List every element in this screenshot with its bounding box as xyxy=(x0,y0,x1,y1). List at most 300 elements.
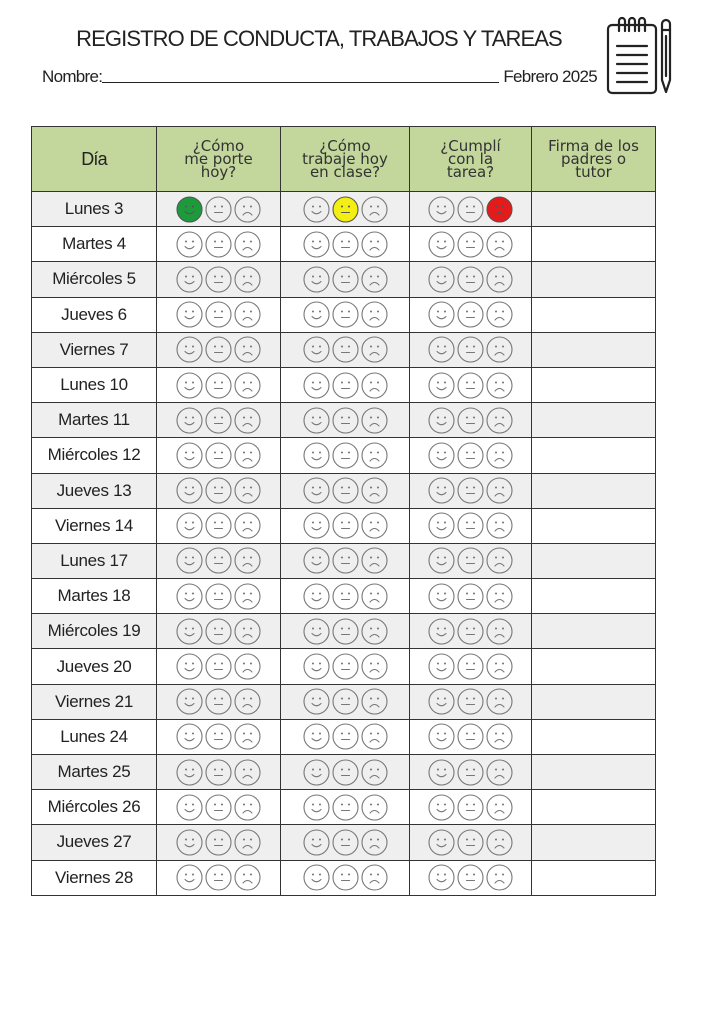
sad-face-icon[interactable] xyxy=(486,547,513,574)
happy-face-icon[interactable] xyxy=(428,829,455,856)
sad-face-icon[interactable] xyxy=(486,336,513,363)
happy-face-icon[interactable] xyxy=(428,794,455,821)
column-header-3 xyxy=(410,127,532,192)
happy-face-icon[interactable] xyxy=(176,301,203,328)
sad-face-icon[interactable] xyxy=(361,794,388,821)
trabajo-cell xyxy=(281,262,410,297)
happy-face-icon[interactable] xyxy=(176,442,203,469)
signature-cell[interactable] xyxy=(532,790,656,825)
happy-face-icon[interactable] xyxy=(428,372,455,399)
neutral-face-icon[interactable] xyxy=(457,688,484,715)
column-header-1 xyxy=(157,127,281,192)
face-group xyxy=(428,231,513,258)
happy-face-icon[interactable] xyxy=(428,477,455,504)
tarea-cell xyxy=(410,403,532,438)
neutral-face-icon[interactable] xyxy=(332,618,359,645)
neutral-face-icon[interactable] xyxy=(457,407,484,434)
happy-face-icon[interactable] xyxy=(176,407,203,434)
conducta-cell xyxy=(157,649,281,684)
tarea-cell xyxy=(410,755,532,790)
neutral-face-icon[interactable] xyxy=(332,407,359,434)
happy-face-icon[interactable] xyxy=(428,407,455,434)
happy-face-icon[interactable] xyxy=(176,231,203,258)
neutral-face-icon[interactable] xyxy=(457,547,484,574)
neutral-face-icon[interactable] xyxy=(205,688,232,715)
face-group xyxy=(176,653,261,680)
signature-cell[interactable] xyxy=(532,403,656,438)
tarea-cell xyxy=(410,649,532,684)
sad-face-icon[interactable] xyxy=(234,829,261,856)
neutral-face-icon[interactable] xyxy=(457,477,484,504)
name-field[interactable] xyxy=(102,81,499,83)
sad-face-icon[interactable] xyxy=(361,547,388,574)
day-cell: Lunes 10 xyxy=(32,367,157,402)
neutral-face-icon[interactable] xyxy=(457,723,484,750)
day-cell: Miércoles 5 xyxy=(32,262,157,297)
conducta-cell xyxy=(157,684,281,719)
sad-face-icon[interactable] xyxy=(361,231,388,258)
happy-face-icon[interactable] xyxy=(303,547,330,574)
table-row xyxy=(32,543,656,578)
face-group xyxy=(176,829,261,856)
happy-face-icon[interactable] xyxy=(428,336,455,363)
column-header-line: con la xyxy=(447,149,494,168)
neutral-face-icon[interactable] xyxy=(332,547,359,574)
sad-face-icon[interactable] xyxy=(234,618,261,645)
face-group xyxy=(303,196,388,223)
signature-cell[interactable] xyxy=(532,438,656,473)
conducta-cell xyxy=(157,719,281,754)
neutral-face-icon[interactable] xyxy=(457,231,484,258)
page-title: REGISTRO DE CONDUCTA, TRABAJOS Y TAREAS xyxy=(76,26,562,51)
trabajo-cell xyxy=(281,508,410,543)
happy-face-icon[interactable] xyxy=(176,688,203,715)
neutral-face-icon[interactable] xyxy=(332,266,359,293)
neutral-face-icon[interactable] xyxy=(457,266,484,293)
face-group xyxy=(303,864,388,891)
sad-face-icon[interactable] xyxy=(486,688,513,715)
table-row xyxy=(32,579,656,614)
face-group xyxy=(176,196,261,223)
neutral-face-icon[interactable] xyxy=(205,512,232,539)
signature-cell[interactable] xyxy=(532,860,656,895)
signature-cell[interactable] xyxy=(532,614,656,649)
sad-face-icon[interactable] xyxy=(486,196,513,223)
signature-cell[interactable] xyxy=(532,473,656,508)
sad-face-icon[interactable] xyxy=(234,547,261,574)
neutral-face-icon[interactable] xyxy=(332,864,359,891)
signature-cell[interactable] xyxy=(532,543,656,578)
day-cell: Martes 25 xyxy=(32,755,157,790)
column-header-line: ¿Cómo xyxy=(192,136,245,155)
happy-face-icon[interactable] xyxy=(428,196,455,223)
column-header-0 xyxy=(32,127,157,192)
sad-face-icon[interactable] xyxy=(234,301,261,328)
neutral-face-icon[interactable] xyxy=(457,372,484,399)
table-row xyxy=(32,684,656,719)
tarea-cell xyxy=(410,367,532,402)
signature-cell[interactable] xyxy=(532,192,656,227)
face-group xyxy=(176,583,261,610)
happy-face-icon[interactable] xyxy=(303,372,330,399)
day-cell: Miércoles 19 xyxy=(32,614,157,649)
neutral-face-icon[interactable] xyxy=(457,583,484,610)
happy-face-icon[interactable] xyxy=(428,688,455,715)
face-group xyxy=(303,442,388,469)
table-row xyxy=(32,403,656,438)
table-row xyxy=(32,790,656,825)
neutral-face-icon[interactable] xyxy=(457,794,484,821)
conducta-cell xyxy=(157,473,281,508)
column-header-line: me porte xyxy=(184,149,253,168)
signature-cell[interactable] xyxy=(532,755,656,790)
face-group xyxy=(303,794,388,821)
happy-face-icon[interactable] xyxy=(303,266,330,293)
column-header-line: ¿Cumplí xyxy=(440,136,501,155)
sad-face-icon[interactable] xyxy=(234,688,261,715)
sad-face-icon[interactable] xyxy=(486,759,513,786)
sad-face-icon[interactable] xyxy=(486,723,513,750)
neutral-face-icon[interactable] xyxy=(457,196,484,223)
neutral-face-icon[interactable] xyxy=(332,653,359,680)
neutral-face-icon[interactable] xyxy=(205,372,232,399)
face-group xyxy=(303,583,388,610)
tarea-cell xyxy=(410,543,532,578)
face-group xyxy=(428,266,513,293)
sad-face-icon[interactable] xyxy=(361,196,388,223)
signature-cell[interactable] xyxy=(532,297,656,332)
face-group xyxy=(176,372,261,399)
sad-face-icon[interactable] xyxy=(486,477,513,504)
day-cell: Viernes 28 xyxy=(32,860,157,895)
face-group xyxy=(428,196,513,223)
happy-face-icon[interactable] xyxy=(428,266,455,293)
neutral-face-icon[interactable] xyxy=(457,864,484,891)
neutral-face-icon[interactable] xyxy=(332,583,359,610)
happy-face-icon[interactable] xyxy=(428,301,455,328)
face-group xyxy=(428,301,513,328)
happy-face-icon[interactable] xyxy=(176,196,203,223)
happy-face-icon[interactable] xyxy=(303,583,330,610)
conducta-cell xyxy=(157,860,281,895)
face-group xyxy=(303,547,388,574)
column-header-line: ¿Cómo xyxy=(319,136,371,155)
day-cell: Martes 4 xyxy=(32,227,157,262)
neutral-face-icon[interactable] xyxy=(332,301,359,328)
sad-face-icon[interactable] xyxy=(234,407,261,434)
trabajo-cell xyxy=(281,227,410,262)
sad-face-icon[interactable] xyxy=(486,583,513,610)
happy-face-icon[interactable] xyxy=(303,231,330,258)
tarea-cell xyxy=(410,790,532,825)
neutral-face-icon[interactable] xyxy=(205,618,232,645)
table-row xyxy=(32,508,656,543)
face-group xyxy=(303,688,388,715)
sad-face-icon[interactable] xyxy=(234,196,261,223)
neutral-face-icon[interactable] xyxy=(332,336,359,363)
happy-face-icon[interactable] xyxy=(176,829,203,856)
neutral-face-icon[interactable] xyxy=(332,442,359,469)
day-cell: Jueves 13 xyxy=(32,473,157,508)
signature-cell[interactable] xyxy=(532,579,656,614)
conducta-cell xyxy=(157,403,281,438)
conducta-cell xyxy=(157,579,281,614)
happy-face-icon[interactable] xyxy=(303,336,330,363)
happy-face-icon[interactable] xyxy=(428,512,455,539)
face-group xyxy=(176,864,261,891)
happy-face-icon[interactable] xyxy=(176,618,203,645)
happy-face-icon[interactable] xyxy=(428,583,455,610)
face-group xyxy=(176,512,261,539)
face-group xyxy=(428,583,513,610)
neutral-face-icon[interactable] xyxy=(205,653,232,680)
trabajo-cell xyxy=(281,719,410,754)
face-group xyxy=(303,266,388,293)
happy-face-icon[interactable] xyxy=(303,688,330,715)
sad-face-icon[interactable] xyxy=(234,653,261,680)
happy-face-icon[interactable] xyxy=(428,864,455,891)
sad-face-icon[interactable] xyxy=(361,688,388,715)
sad-face-icon[interactable] xyxy=(361,583,388,610)
neutral-face-icon[interactable] xyxy=(205,196,232,223)
signature-cell[interactable] xyxy=(532,649,656,684)
trabajo-cell xyxy=(281,543,410,578)
neutral-face-icon[interactable] xyxy=(332,794,359,821)
signature-cell[interactable] xyxy=(532,367,656,402)
neutral-face-icon[interactable] xyxy=(457,759,484,786)
sad-face-icon[interactable] xyxy=(361,372,388,399)
sad-face-icon[interactable] xyxy=(234,794,261,821)
table-row xyxy=(32,367,656,402)
neutral-face-icon[interactable] xyxy=(457,336,484,363)
sad-face-icon[interactable] xyxy=(361,618,388,645)
sad-face-icon[interactable] xyxy=(486,653,513,680)
face-group xyxy=(428,723,513,750)
neutral-face-icon[interactable] xyxy=(205,266,232,293)
happy-face-icon[interactable] xyxy=(303,477,330,504)
sad-face-icon[interactable] xyxy=(361,653,388,680)
neutral-face-icon[interactable] xyxy=(205,759,232,786)
happy-face-icon[interactable] xyxy=(176,864,203,891)
neutral-face-icon[interactable] xyxy=(457,512,484,539)
sad-face-icon[interactable] xyxy=(361,301,388,328)
sad-face-icon[interactable] xyxy=(361,442,388,469)
tarea-cell xyxy=(410,579,532,614)
neutral-face-icon[interactable] xyxy=(332,688,359,715)
sad-face-icon[interactable] xyxy=(486,829,513,856)
happy-face-icon[interactable] xyxy=(176,266,203,293)
neutral-face-icon[interactable] xyxy=(205,583,232,610)
sad-face-icon[interactable] xyxy=(361,759,388,786)
signature-cell[interactable] xyxy=(532,508,656,543)
column-header-line: Firma de los xyxy=(548,136,639,155)
neutral-face-icon[interactable] xyxy=(332,477,359,504)
tarea-cell xyxy=(410,719,532,754)
happy-face-icon[interactable] xyxy=(303,723,330,750)
happy-face-icon[interactable] xyxy=(428,723,455,750)
sad-face-icon[interactable] xyxy=(486,372,513,399)
neutral-face-icon[interactable] xyxy=(332,372,359,399)
name-label: Nombre: xyxy=(42,67,103,86)
trabajo-cell xyxy=(281,614,410,649)
happy-face-icon[interactable] xyxy=(303,864,330,891)
face-group xyxy=(303,477,388,504)
day-cell: Jueves 6 xyxy=(32,297,157,332)
sad-face-icon[interactable] xyxy=(361,336,388,363)
sad-face-icon[interactable] xyxy=(486,301,513,328)
sad-face-icon[interactable] xyxy=(234,231,261,258)
happy-face-icon[interactable] xyxy=(428,547,455,574)
tarea-cell xyxy=(410,192,532,227)
neutral-face-icon[interactable] xyxy=(332,512,359,539)
face-group xyxy=(303,759,388,786)
signature-cell[interactable] xyxy=(532,262,656,297)
table-row xyxy=(32,860,656,895)
happy-face-icon[interactable] xyxy=(176,723,203,750)
face-group xyxy=(303,231,388,258)
happy-face-icon[interactable] xyxy=(176,336,203,363)
sad-face-icon[interactable] xyxy=(486,794,513,821)
happy-face-icon[interactable] xyxy=(428,442,455,469)
neutral-face-icon[interactable] xyxy=(205,301,232,328)
table-row xyxy=(32,192,656,227)
signature-cell[interactable] xyxy=(532,332,656,367)
signature-cell[interactable] xyxy=(532,227,656,262)
happy-face-icon[interactable] xyxy=(428,618,455,645)
sad-face-icon[interactable] xyxy=(234,266,261,293)
happy-face-icon[interactable] xyxy=(176,653,203,680)
neutral-face-icon[interactable] xyxy=(205,477,232,504)
happy-face-icon[interactable] xyxy=(303,653,330,680)
trabajo-cell xyxy=(281,403,410,438)
happy-face-icon[interactable] xyxy=(303,759,330,786)
conducta-cell xyxy=(157,508,281,543)
neutral-face-icon[interactable] xyxy=(205,829,232,856)
sad-face-icon[interactable] xyxy=(486,618,513,645)
neutral-face-icon[interactable] xyxy=(205,336,232,363)
sad-face-icon[interactable] xyxy=(361,266,388,293)
face-group xyxy=(176,231,261,258)
tarea-cell xyxy=(410,227,532,262)
happy-face-icon[interactable] xyxy=(176,372,203,399)
sad-face-icon[interactable] xyxy=(486,407,513,434)
day-cell: Jueves 20 xyxy=(32,649,157,684)
neutral-face-icon[interactable] xyxy=(332,829,359,856)
happy-face-icon[interactable] xyxy=(303,196,330,223)
neutral-face-icon[interactable] xyxy=(457,442,484,469)
neutral-face-icon[interactable] xyxy=(332,723,359,750)
sad-face-icon[interactable] xyxy=(234,372,261,399)
sad-face-icon[interactable] xyxy=(234,442,261,469)
face-group xyxy=(428,477,513,504)
face-group xyxy=(428,759,513,786)
neutral-face-icon[interactable] xyxy=(205,547,232,574)
sad-face-icon[interactable] xyxy=(234,477,261,504)
table-row xyxy=(32,438,656,473)
happy-face-icon[interactable] xyxy=(176,583,203,610)
sad-face-icon[interactable] xyxy=(486,442,513,469)
happy-face-icon[interactable] xyxy=(303,794,330,821)
sad-face-icon[interactable] xyxy=(486,512,513,539)
happy-face-icon[interactable] xyxy=(303,442,330,469)
sad-face-icon[interactable] xyxy=(234,512,261,539)
sad-face-icon[interactable] xyxy=(486,231,513,258)
table-row xyxy=(32,825,656,860)
happy-face-icon[interactable] xyxy=(176,547,203,574)
sad-face-icon[interactable] xyxy=(234,864,261,891)
sad-face-icon[interactable] xyxy=(234,336,261,363)
sad-face-icon[interactable] xyxy=(486,864,513,891)
happy-face-icon[interactable] xyxy=(176,794,203,821)
neutral-face-icon[interactable] xyxy=(332,231,359,258)
face-group xyxy=(303,407,388,434)
happy-face-icon[interactable] xyxy=(303,512,330,539)
happy-face-icon[interactable] xyxy=(303,407,330,434)
neutral-face-icon[interactable] xyxy=(205,407,232,434)
trabajo-cell xyxy=(281,649,410,684)
trabajo-cell xyxy=(281,860,410,895)
happy-face-icon[interactable] xyxy=(428,759,455,786)
neutral-face-icon[interactable] xyxy=(457,301,484,328)
sad-face-icon[interactable] xyxy=(361,512,388,539)
happy-face-icon[interactable] xyxy=(303,829,330,856)
sad-face-icon[interactable] xyxy=(234,723,261,750)
signature-cell[interactable] xyxy=(532,719,656,754)
happy-face-icon[interactable] xyxy=(428,231,455,258)
neutral-face-icon[interactable] xyxy=(205,231,232,258)
conducta-cell xyxy=(157,438,281,473)
face-group xyxy=(428,794,513,821)
sad-face-icon[interactable] xyxy=(361,477,388,504)
sad-face-icon[interactable] xyxy=(361,723,388,750)
face-group xyxy=(176,266,261,293)
sad-face-icon[interactable] xyxy=(486,266,513,293)
neutral-face-icon[interactable] xyxy=(457,653,484,680)
happy-face-icon[interactable] xyxy=(176,512,203,539)
signature-cell[interactable] xyxy=(532,825,656,860)
sad-face-icon[interactable] xyxy=(234,583,261,610)
sad-face-icon[interactable] xyxy=(361,864,388,891)
column-header-line: trabaje hoy xyxy=(302,149,388,168)
signature-cell[interactable] xyxy=(532,684,656,719)
sad-face-icon[interactable] xyxy=(361,829,388,856)
neutral-face-icon[interactable] xyxy=(332,196,359,223)
neutral-face-icon[interactable] xyxy=(332,759,359,786)
happy-face-icon[interactable] xyxy=(428,653,455,680)
column-header-line: padres o xyxy=(560,149,627,168)
column-header-line: tarea? xyxy=(446,162,495,181)
tarea-cell xyxy=(410,473,532,508)
table-row xyxy=(32,614,656,649)
face-group xyxy=(428,372,513,399)
happy-face-icon[interactable] xyxy=(303,301,330,328)
neutral-face-icon[interactable] xyxy=(457,618,484,645)
day-cell: Viernes 14 xyxy=(32,508,157,543)
tarea-cell xyxy=(410,860,532,895)
sad-face-icon[interactable] xyxy=(234,759,261,786)
happy-face-icon[interactable] xyxy=(176,477,203,504)
neutral-face-icon[interactable] xyxy=(205,723,232,750)
neutral-face-icon[interactable] xyxy=(205,442,232,469)
neutral-face-icon[interactable] xyxy=(205,794,232,821)
neutral-face-icon[interactable] xyxy=(205,864,232,891)
neutral-face-icon[interactable] xyxy=(457,829,484,856)
trabajo-cell xyxy=(281,790,410,825)
happy-face-icon[interactable] xyxy=(303,618,330,645)
happy-face-icon[interactable] xyxy=(176,759,203,786)
face-group xyxy=(428,442,513,469)
sad-face-icon[interactable] xyxy=(361,407,388,434)
